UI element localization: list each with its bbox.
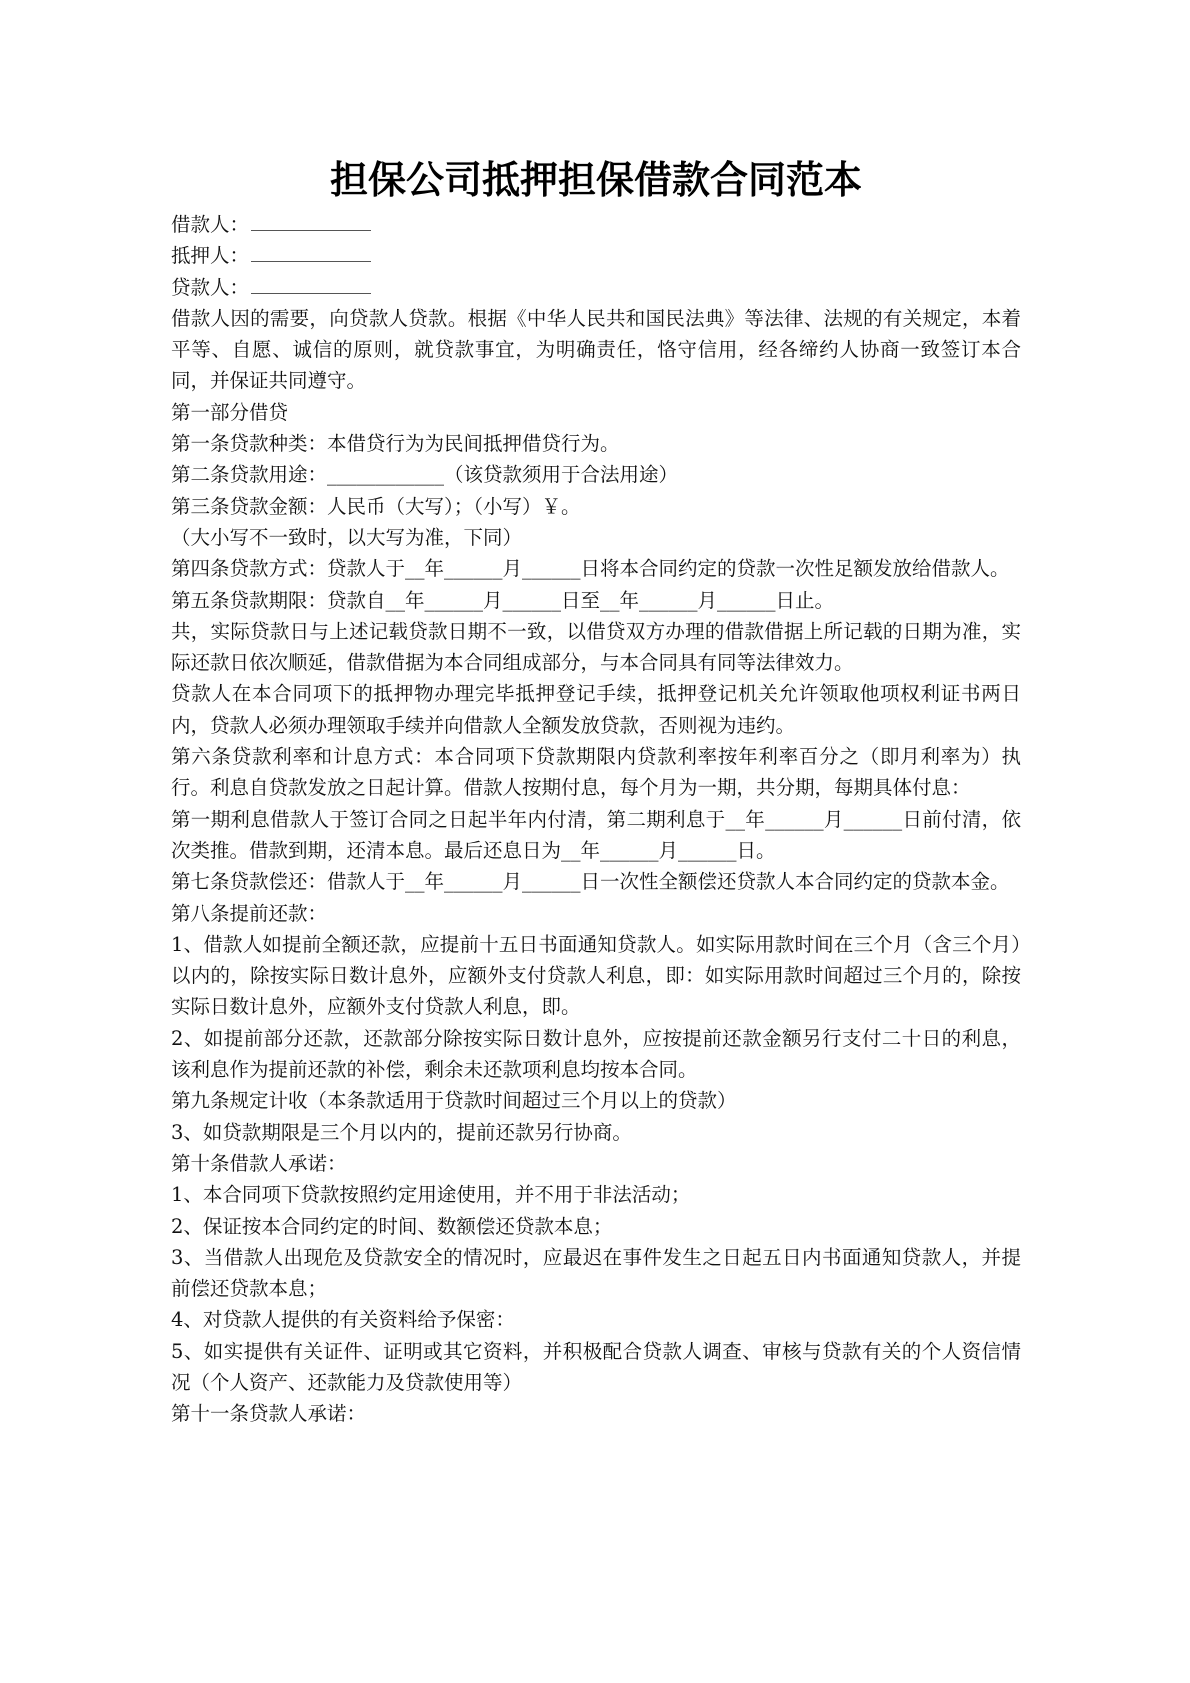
- clause-11-heading: 第十一条贷款人承诺：: [171, 1402, 367, 1426]
- document-page: [171, 155, 1021, 1430]
- party-borrower: [171, 209, 1021, 240]
- party-blank-field: [251, 241, 371, 262]
- clause-6-interest-rate: 第六条贷款利率和计息方式：本合同项下贷款期限内贷款利率按年利率百分之（即月利率为）执行。利息自贷款发放之日起计算。借款人按期付息，每个月为一期，共分期，每期具体付息：: [171, 745, 1021, 800]
- clause-10-item-3: 3、当借款人出现危及贷款安全的情况时，应最迟在事件发生之日起五日内书面通知贷款人，并提前偿还贷款本息；: [171, 1245, 1021, 1301]
- section-heading: 第一部分借贷: [171, 400, 289, 424]
- clause-2-loan-purpose: 第二条贷款用途：____________（该贷款须用于合法用途）: [171, 463, 679, 487]
- clause-6-payment-schedule: 第一期利息借款人于签订合同之日起半年内付清，第二期利息于__年______月______日前付清，依次类推。借款到期，还清本息。最后还息日为__年______月______日。: [171, 807, 1021, 862]
- clause-8-heading: 第八条提前还款：: [171, 901, 328, 925]
- clause-5-loan-term: 第五条贷款期限：贷款自__年______月______日至__年______月______日止。: [171, 588, 835, 612]
- document-body: [171, 209, 1021, 1430]
- document-title: 担保公司抵押担保借款合同范本: [329, 158, 862, 202]
- clause-3-loan-amount: 第三条贷款金额：人民币（大写）；（小写）￥。: [171, 494, 581, 518]
- clause-5-actual-date-paragraph: 共，实际贷款日与上述记载贷款日期不一致，以借贷双方办理的借款借据上所记载的日期为准，实际还款日依次顺延，借款借据为本合同组成部分，与本合同具有同等法律效力。: [171, 619, 1021, 675]
- clause-10-item-2: 2、保证按本合同约定的时间、数额偿还贷款本息；: [171, 1214, 613, 1238]
- preamble-paragraph: 借款人因的需要，向贷款人贷款。根据《中华人民共和国民法典》等法律、法规的有关规定，本着平等、自愿、诚信的原则，就贷款事宜，为明确责任，恪守信用，经各缔约人协商一致签订本合同，并保证共同遵守。: [171, 306, 1021, 393]
- party-blank-field: [251, 273, 371, 294]
- party-blank-field: [251, 210, 371, 231]
- party-mortgagor: [171, 240, 1021, 271]
- clause-10-item-5: 5、如实提供有关证件、证明或其它资料，并积极配合贷款人调查、审核与贷款有关的个人资信情况（个人资产、还款能力及贷款使用等）: [171, 1339, 1021, 1394]
- clause-4-loan-method: 第四条贷款方式：贷款人于__年______月______日将本合同约定的贷款一次性足额发放给借款人。: [171, 557, 1010, 581]
- clause-10-item-4: 4、对贷款人提供的有关资料给予保密：: [171, 1308, 515, 1332]
- clause-9-item-3: 3、如贷款期限是三个月以内的，提前还款另行协商。: [171, 1120, 632, 1144]
- clause-8-item-2: 2、如提前部分还款，还款部分除按实际日数计息外，应按提前还款金额另行支付二十日的利息，该利息作为提前还款的补偿，剩余未还款项利息均按本合同。: [171, 1026, 1021, 1082]
- clause-10-heading: 第十条借款人承诺：: [171, 1151, 347, 1175]
- party-lender: [171, 272, 1021, 303]
- clause-1-loan-type: 第一条贷款种类：本借贷行为为民间抵押借贷行为。: [171, 432, 620, 456]
- party-label: 贷款人：: [171, 275, 250, 299]
- clause-8-item-1: 1、借款人如提前全额还款，应提前十五日书面通知贷款人。如实际用款时间在三个月（含三个月）以内的，除按实际日数计息外，应额外支付贷款人利息，即：如实际用款时间超过三个月的，除按实际日数计息外，应额外支付贷款人利息，即。: [171, 932, 1021, 1019]
- party-label: 抵押人：: [171, 244, 250, 268]
- clause-3-note: （大小写不一致时，以大写为准，下同）: [171, 525, 523, 549]
- clause-7-repayment: 第七条贷款偿还：借款人于__年______月______日一次性全额偿还贷款人本合同约定的贷款本金。: [171, 870, 1010, 894]
- clause-5-mortgage-registration-paragraph: 贷款人在本合同项下的抵押物办理完毕抵押登记手续，抵押登记机关允许领取他项权利证书两日内，贷款人必须办理领取手续并向借款人全额发放贷款，否则视为违约。: [171, 682, 1021, 737]
- party-label: 借款人：: [171, 213, 250, 236]
- clause-9: 第九条规定计收（本条款适用于贷款时间超过三个月以上的贷款）: [171, 1089, 737, 1113]
- clause-10-item-1: 1、本合同项下贷款按照约定用途使用，并不用于非法活动；: [171, 1183, 691, 1207]
